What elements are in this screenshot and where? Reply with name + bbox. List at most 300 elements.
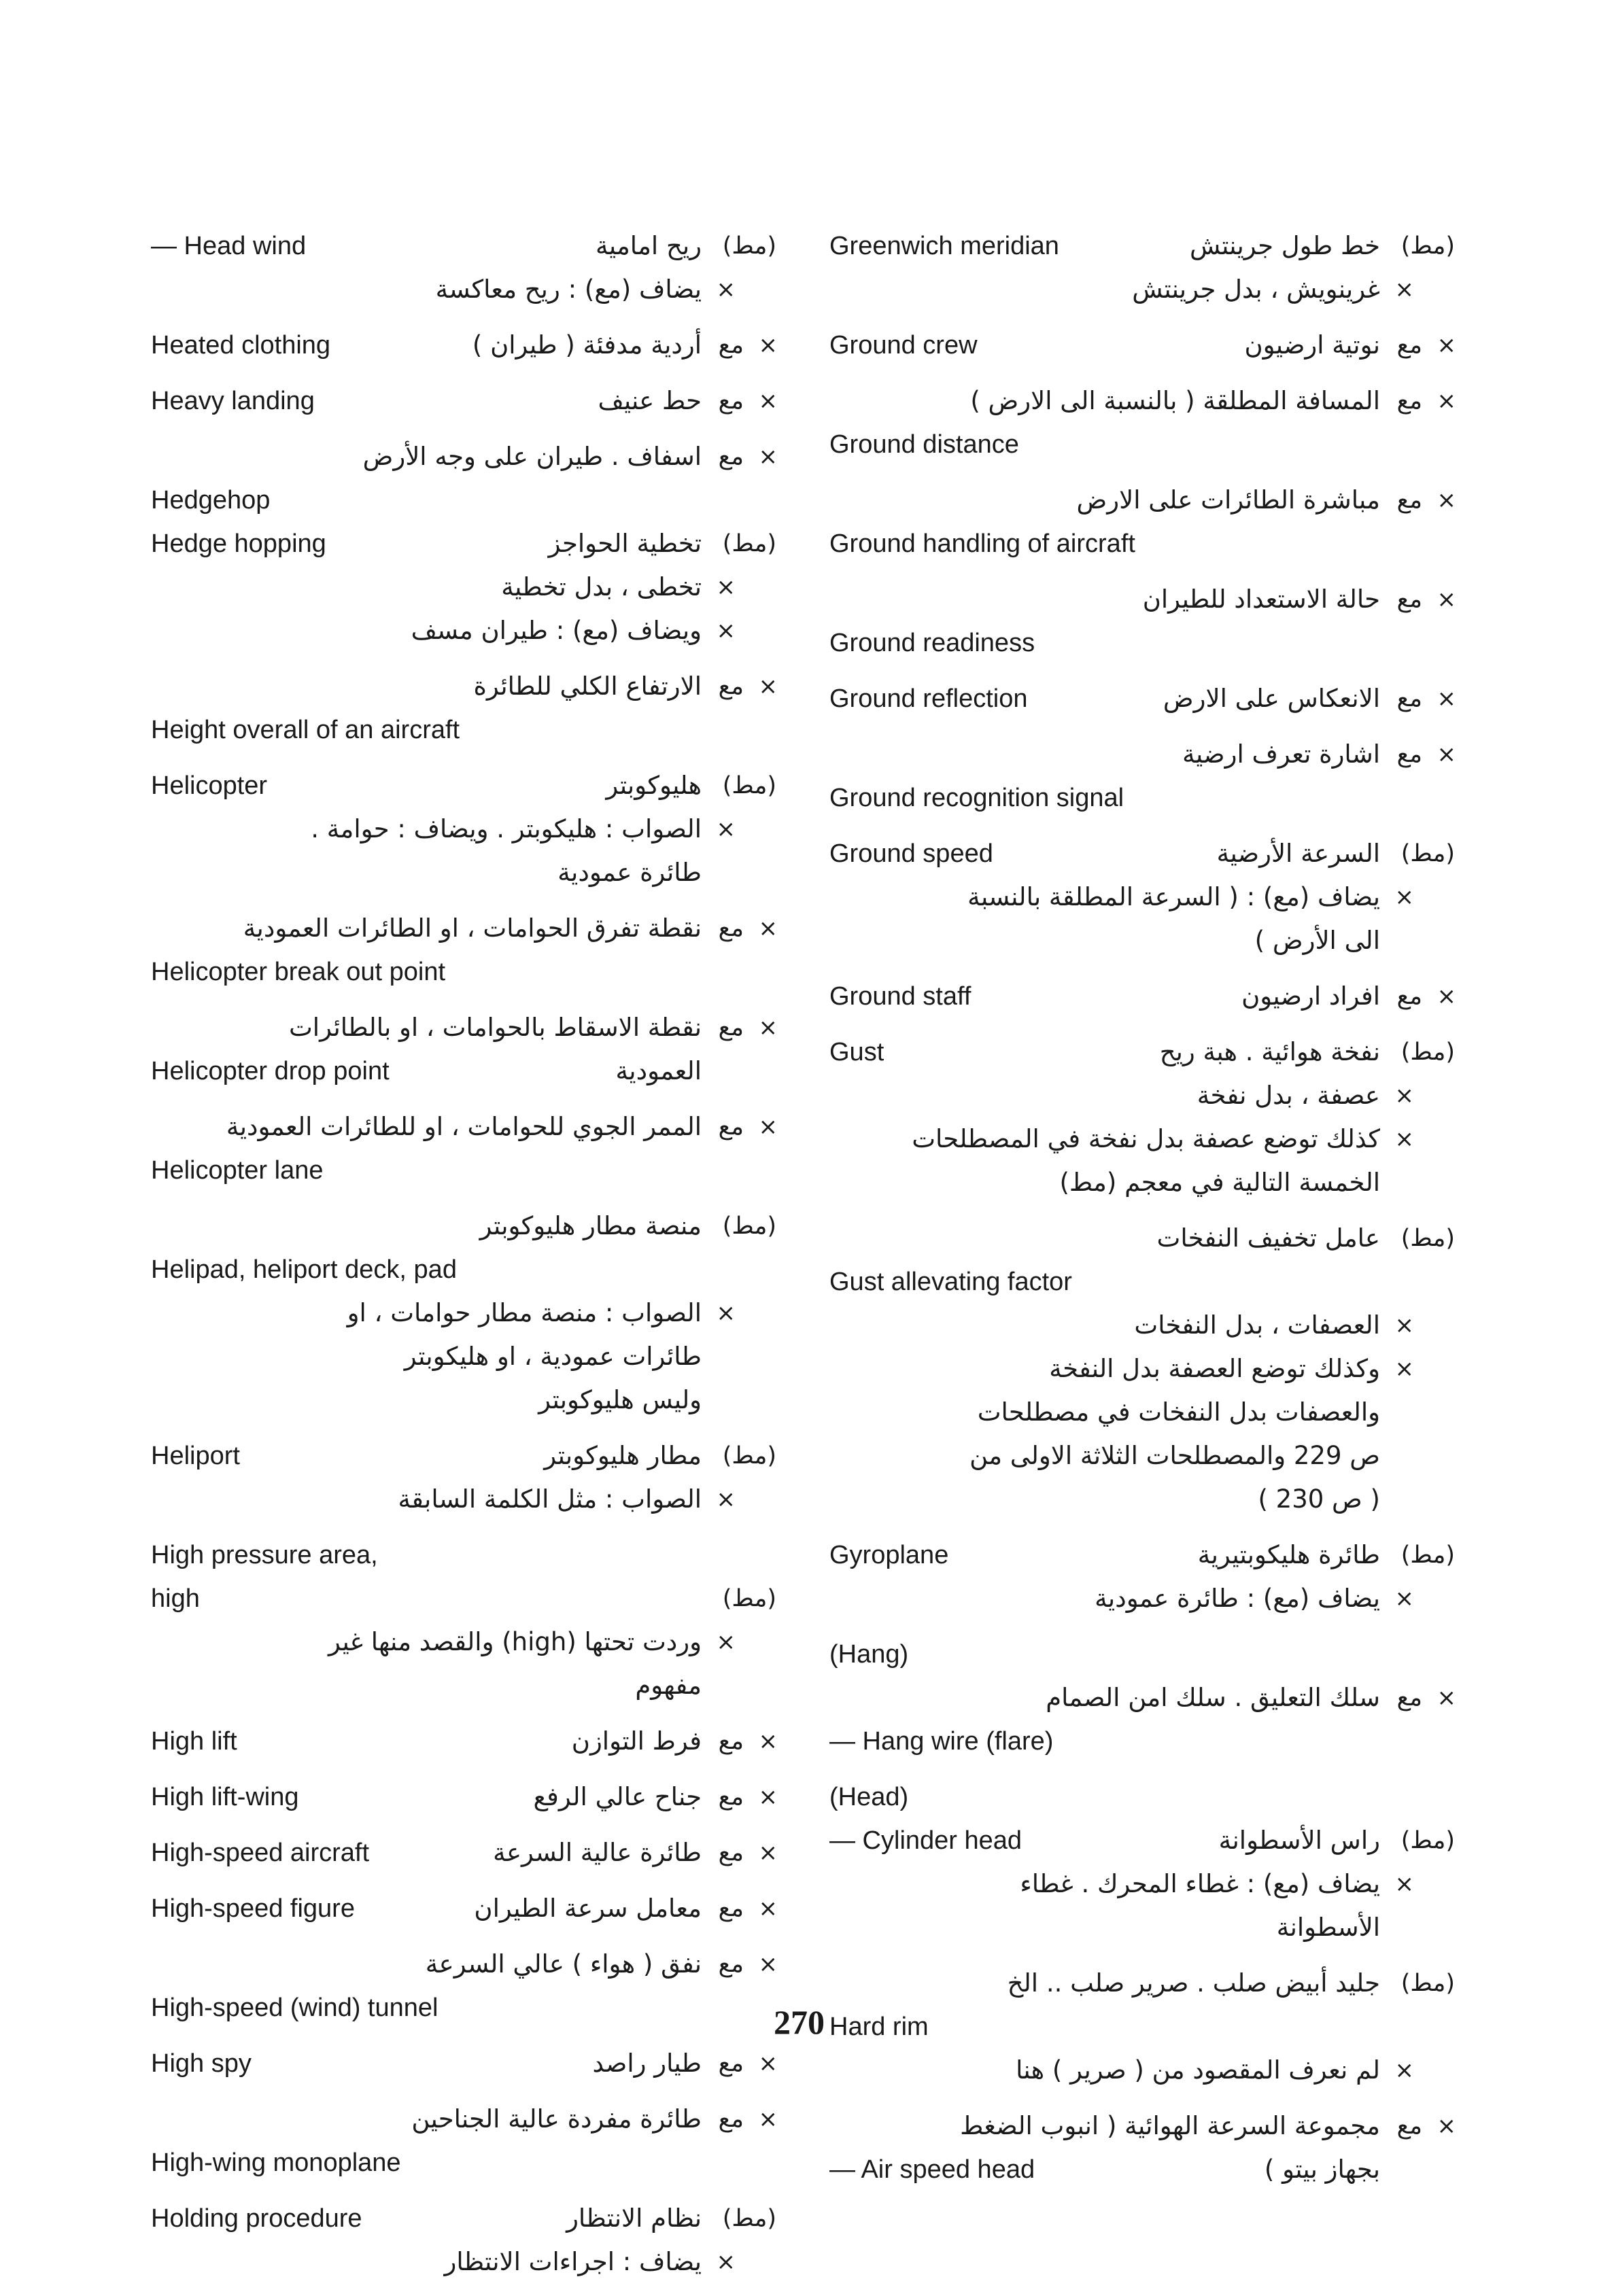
arabic-term: مفهوم xyxy=(635,1671,702,1700)
arabic-term: بجهاز بيتو ) xyxy=(1264,2155,1380,2184)
source-tag: مع xyxy=(718,1113,744,1141)
glossary-entry xyxy=(151,1943,776,2030)
glossary-entry xyxy=(151,435,776,653)
correction-mark-icon: × xyxy=(1394,884,1414,911)
entry-line xyxy=(151,379,776,423)
glossary-entry xyxy=(151,224,776,311)
entry-line xyxy=(151,1831,776,1875)
entry-line xyxy=(829,1260,1455,1304)
entry-line xyxy=(829,1347,1455,1391)
correction-mark-icon: × xyxy=(1394,1312,1414,1339)
entry-line xyxy=(829,224,1455,268)
entry-line xyxy=(151,1105,776,1149)
correction-mark-icon: × xyxy=(758,915,778,942)
source-tag: مع xyxy=(1396,685,1422,712)
entry-line xyxy=(151,2141,776,2185)
entry-line xyxy=(151,665,776,708)
glossary-entry xyxy=(829,479,1455,566)
entry-line xyxy=(829,1676,1455,1720)
arabic-term: هليوكوبتر xyxy=(606,771,702,800)
source-tag: (مط) xyxy=(722,2205,776,2232)
entry-line xyxy=(151,708,776,752)
glossary-entry xyxy=(151,379,776,423)
arabic-term: عامل تخفيف النفخات xyxy=(1156,1223,1380,1253)
correction-mark-icon: × xyxy=(758,1839,778,1866)
entry-line xyxy=(151,1533,776,1577)
arabic-term: نظام الانتظار xyxy=(566,2204,702,2233)
entry-line xyxy=(829,1533,1455,1577)
source-tag: مع xyxy=(1396,332,1422,359)
source-tag: (مط) xyxy=(722,1585,776,1612)
correction-mark-icon: × xyxy=(716,1300,736,1327)
glossary-entry xyxy=(829,379,1455,466)
entry-line xyxy=(151,1149,776,1192)
arabic-term: أردية مدفئة ( طيران ) xyxy=(472,330,702,360)
correction-mark-icon: × xyxy=(716,1629,736,1656)
entry-line xyxy=(829,2005,1455,2049)
source-tag: (مط) xyxy=(722,232,776,260)
english-term: — Head wind xyxy=(151,232,307,260)
source-tag: (مط) xyxy=(1400,232,1455,260)
english-term: Ground readiness xyxy=(829,629,1035,657)
source-tag: مع xyxy=(1396,2112,1422,2140)
english-term: Height overall of an aircraft xyxy=(151,716,460,744)
arabic-term: يضاف (مع) : ( السرعة المطلقة بالنسبة xyxy=(967,882,1380,911)
source-tag: مع xyxy=(718,2106,744,2133)
correction-mark-icon: × xyxy=(1394,276,1414,303)
entry-line xyxy=(829,423,1455,466)
source-tag: مع xyxy=(718,443,744,470)
correction-mark-icon: × xyxy=(758,1113,778,1141)
glossary-entry xyxy=(829,677,1455,720)
entry-line xyxy=(829,268,1455,311)
arabic-term: المسافة المطلقة ( بالنسبة الى الارض ) xyxy=(970,386,1380,415)
entry-line xyxy=(151,1478,776,1521)
arabic-term: حالة الاستعداد للطيران xyxy=(1142,585,1380,614)
source-tag: مع xyxy=(718,915,744,942)
glossary-entry xyxy=(829,2104,1455,2191)
source-tag: مع xyxy=(718,1728,744,1755)
arabic-term: والعصفات بدل النفخات في مصطلحات xyxy=(977,1397,1380,1427)
arabic-term: طائرة مفردة عالية الجناحين xyxy=(411,2104,702,2134)
source-tag: مع xyxy=(718,1839,744,1866)
entry-line xyxy=(829,1117,1455,1161)
arabic-term: الى الأرض ) xyxy=(1254,926,1380,955)
correction-mark-icon: × xyxy=(1394,1082,1414,1109)
english-term: Helicopter break out point xyxy=(151,958,446,986)
english-term: High-wing monoplane xyxy=(151,2149,401,2177)
arabic-term: اسفاف . طيران على وجه الأرض xyxy=(362,442,702,471)
glossary-entry xyxy=(151,1434,776,1521)
english-term: Gyroplane xyxy=(829,1541,949,1569)
entry-line xyxy=(151,1986,776,2030)
source-tag: مع xyxy=(1396,1684,1422,1711)
english-term: Hedge hopping xyxy=(151,529,326,558)
entry-line xyxy=(151,764,776,807)
arabic-term: الانعكاس على الارض xyxy=(1163,684,1380,713)
entry-line xyxy=(151,566,776,609)
entry-line xyxy=(829,919,1455,962)
left-column xyxy=(151,224,776,2296)
entry-line xyxy=(829,1775,1455,1819)
glossary-entry xyxy=(829,1030,1455,1204)
source-tag: مع xyxy=(718,673,744,700)
source-tag: (مط) xyxy=(1400,840,1455,867)
arabic-term: لم نعرف المقصود من ( صرير ) هنا xyxy=(1016,2055,1380,2085)
english-term: High lift xyxy=(151,1727,237,1756)
entry-line xyxy=(151,268,776,311)
correction-mark-icon: × xyxy=(1437,387,1456,415)
entry-line xyxy=(829,1434,1455,1478)
glossary-entry xyxy=(829,1217,1455,1521)
arabic-term: تخطى ، بدل تخطية xyxy=(501,572,702,602)
entry-line xyxy=(151,2042,776,2085)
entry-line xyxy=(151,1335,776,1378)
arabic-term: وردت تحتها (high) والقصد منها غير xyxy=(328,1627,702,1656)
arabic-term: الصواب : مثل الكلمة السابقة xyxy=(398,1484,702,1514)
source-tag: مع xyxy=(1396,586,1422,613)
arabic-term: نفخة هوائية . هبة ريح xyxy=(1159,1037,1380,1066)
arabic-term: الصواب : هليكوبتر . ويضاف : حوامة . xyxy=(311,814,702,843)
arabic-term: يضاف : اجراءات الانتظار xyxy=(444,2247,702,2276)
english-term: Heated clothing xyxy=(151,331,331,360)
arabic-term: ويضاف (مع) : طيران مسف xyxy=(411,616,702,645)
arabic-term: العصفات ، بدل النفخات xyxy=(1134,1310,1380,1340)
arabic-term: سلك التعليق . سلك امن الصمام xyxy=(1046,1683,1380,1712)
entry-line xyxy=(151,2098,776,2141)
arabic-term: حط عنيف xyxy=(598,386,702,415)
correction-mark-icon: × xyxy=(1437,332,1456,359)
english-term: Gust allevating factor xyxy=(829,1268,1072,1296)
english-term: High lift-wing xyxy=(151,1783,299,1811)
english-term: Gust xyxy=(829,1038,884,1066)
english-term: High spy xyxy=(151,2049,252,2078)
source-tag: (مط) xyxy=(1400,1970,1455,1997)
entry-line xyxy=(151,1577,776,1620)
correction-mark-icon: × xyxy=(716,617,736,644)
english-term: Heavy landing xyxy=(151,387,315,415)
entry-line xyxy=(151,522,776,566)
arabic-term: خط طول جرينتش xyxy=(1189,231,1380,260)
arabic-term: الخمسة التالية في معجم (مط) xyxy=(1059,1168,1380,1197)
entry-line xyxy=(829,1819,1455,1862)
english-term: — Hang wire (flare) xyxy=(829,1727,1054,1756)
source-tag: مع xyxy=(1396,983,1422,1010)
english-term: Ground speed xyxy=(829,839,993,868)
entry-line xyxy=(151,1434,776,1478)
arabic-term: السرعة الأرضية xyxy=(1216,839,1380,868)
entry-line xyxy=(151,807,776,851)
entry-line xyxy=(829,875,1455,919)
arabic-term: وكذلك توضع العصفة بدل النفخة xyxy=(1049,1354,1380,1383)
entry-line xyxy=(151,1620,776,1664)
glossary-entry xyxy=(829,1633,1455,1763)
entry-line xyxy=(829,2049,1455,2092)
glossary-entry xyxy=(829,224,1455,311)
entry-line xyxy=(151,907,776,950)
source-tag: (مط) xyxy=(1400,1225,1455,1252)
arabic-term: نفق ( هواء ) عالي السرعة xyxy=(425,1949,702,1979)
correction-mark-icon: × xyxy=(758,1951,778,1978)
glossary-entry xyxy=(151,1831,776,1875)
glossary-entry xyxy=(151,764,776,894)
glossary-entry xyxy=(829,1962,1455,2092)
arabic-term: جناح عالي الرفع xyxy=(533,1782,702,1811)
correction-mark-icon: × xyxy=(758,332,778,359)
source-tag: (مط) xyxy=(722,530,776,557)
entry-line xyxy=(151,851,776,894)
source-tag: مع xyxy=(718,332,744,359)
entry-line xyxy=(829,677,1455,720)
arabic-term: الصواب : منصة مطار حوامات ، او xyxy=(347,1298,702,1327)
english-term: Ground distance xyxy=(829,430,1019,459)
entry-line xyxy=(151,1943,776,1986)
entry-line xyxy=(829,832,1455,875)
arabic-term: العمودية xyxy=(615,1056,702,1085)
english-term: Greenwich meridian xyxy=(829,232,1059,260)
glossary-entry xyxy=(151,1204,776,1422)
source-tag: مع xyxy=(1396,487,1422,514)
arabic-term: طيار راصد xyxy=(592,2049,702,2078)
english-term: (Head) xyxy=(829,1783,909,1811)
arabic-term: يضاف (مع) : ريح معاكسة xyxy=(435,275,702,304)
arabic-term: غرينويش ، بدل جرينتش xyxy=(1132,275,1380,304)
english-term: High-speed (wind) tunnel xyxy=(151,1994,439,2022)
glossary-entry xyxy=(151,1887,776,1930)
arabic-term: ( ص 230 ) xyxy=(1258,1484,1380,1514)
glossary-entry xyxy=(151,1105,776,1192)
entry-line xyxy=(151,950,776,994)
entry-line xyxy=(151,1378,776,1422)
correction-mark-icon: × xyxy=(1394,1871,1414,1898)
glossary-entry xyxy=(829,324,1455,367)
entry-line xyxy=(829,1577,1455,1620)
glossary-entry xyxy=(151,1533,776,1707)
correction-mark-icon: × xyxy=(1437,2112,1456,2140)
arabic-term: منصة مطار هليوكوبتر xyxy=(479,1211,702,1240)
entry-line xyxy=(829,324,1455,367)
glossary-entry xyxy=(829,1533,1455,1620)
arabic-term: نوتية ارضيون xyxy=(1244,330,1380,360)
glossary-entry xyxy=(151,665,776,752)
english-term: Hard rim xyxy=(829,2013,929,2041)
arabic-term: مجموعة السرعة الهوائية ( انبوب الضغط xyxy=(960,2111,1380,2140)
arabic-term: مباشرة الطائرات على الارض xyxy=(1076,485,1380,515)
entry-line xyxy=(829,522,1455,566)
glossary-entry xyxy=(829,832,1455,962)
correction-mark-icon: × xyxy=(758,387,778,415)
entry-line xyxy=(829,975,1455,1018)
correction-mark-icon: × xyxy=(1394,1126,1414,1153)
entry-line xyxy=(151,1049,776,1093)
arabic-term: الممر الجوي للحوامات ، او للطائرات العمودية xyxy=(226,1112,702,1141)
entry-line xyxy=(151,2197,776,2240)
english-term: (Hang) xyxy=(829,1640,909,1669)
entry-line xyxy=(829,733,1455,776)
correction-mark-icon: × xyxy=(716,1486,736,1513)
entry-line xyxy=(151,324,776,367)
source-tag: مع xyxy=(718,2050,744,2077)
entry-line xyxy=(829,1074,1455,1117)
source-tag: (مط) xyxy=(1400,1542,1455,1569)
glossary-entry xyxy=(151,1775,776,1819)
entry-line xyxy=(829,1030,1455,1074)
source-tag: مع xyxy=(718,1014,744,1041)
correction-mark-icon: × xyxy=(1437,586,1456,613)
arabic-term: طائرة هليكوبتيرية xyxy=(1197,1540,1380,1569)
correction-mark-icon: × xyxy=(758,1895,778,1922)
glossary-entry xyxy=(151,907,776,994)
entry-line xyxy=(829,1391,1455,1434)
entry-line xyxy=(151,1887,776,1930)
entry-line xyxy=(151,609,776,653)
entry-line xyxy=(829,1906,1455,1949)
correction-mark-icon: × xyxy=(1394,1585,1414,1612)
entry-line xyxy=(829,578,1455,621)
arabic-term: فرط التوازن xyxy=(571,1726,702,1756)
entry-line xyxy=(829,379,1455,423)
entry-line xyxy=(829,1217,1455,1260)
english-term: high xyxy=(151,1584,200,1613)
correction-mark-icon: × xyxy=(758,443,778,470)
english-term: Ground recognition signal xyxy=(829,784,1124,812)
entry-line xyxy=(151,1775,776,1819)
right-column xyxy=(829,224,1455,2204)
entry-line xyxy=(151,479,776,522)
entry-line xyxy=(151,1248,776,1291)
arabic-term: طائرة عالية السرعة xyxy=(493,1838,702,1867)
glossary-entry xyxy=(151,2042,776,2085)
english-term: High-speed figure xyxy=(151,1894,355,1923)
english-term: Ground handling of aircraft xyxy=(829,529,1135,558)
entry-line xyxy=(829,1478,1455,1521)
correction-mark-icon: × xyxy=(716,574,736,601)
entry-line xyxy=(829,621,1455,665)
english-term: Ground reflection xyxy=(829,684,1028,713)
glossary-entry xyxy=(829,975,1455,1018)
english-term: — Air speed head xyxy=(829,2155,1035,2184)
source-tag: (مط) xyxy=(722,1442,776,1469)
arabic-term: تخطية الحواجز xyxy=(548,529,702,558)
source-tag: مع xyxy=(718,387,744,415)
english-term: — Cylinder head xyxy=(829,1826,1022,1855)
arabic-term: ص 229 والمصطلحات الثلاثة الاولى من xyxy=(969,1441,1380,1470)
source-tag: مع xyxy=(1396,387,1422,415)
source-tag: مع xyxy=(718,1895,744,1922)
english-term: Helicopter drop point xyxy=(151,1057,390,1085)
source-tag: مع xyxy=(718,1951,744,1978)
arabic-term: الأسطوانة xyxy=(1276,1913,1380,1942)
glossary-entry xyxy=(829,733,1455,820)
arabic-term: الارتفاع الكلي للطائرة xyxy=(473,672,702,701)
correction-mark-icon: × xyxy=(1437,685,1456,712)
arabic-term: يضاف (مع) : طائرة عمودية xyxy=(1095,1584,1380,1613)
entry-line xyxy=(829,479,1455,522)
arabic-term: معامل سرعة الطيران xyxy=(474,1894,702,1923)
source-tag: مع xyxy=(718,1784,744,1811)
english-term: Helipad, heliport deck, pad xyxy=(151,1255,457,1284)
entry-line xyxy=(829,2148,1455,2191)
arabic-term: ريح امامية xyxy=(595,231,702,260)
entry-line xyxy=(829,1161,1455,1204)
entry-line xyxy=(151,2240,776,2284)
source-tag: (مط) xyxy=(1400,1827,1455,1854)
arabic-term: مطار هليوكوبتر xyxy=(544,1441,702,1470)
arabic-term: نقطة تفرق الحوامات ، او الطائرات العمودية xyxy=(243,914,702,943)
correction-mark-icon: × xyxy=(1394,1355,1414,1382)
correction-mark-icon: × xyxy=(1437,983,1456,1010)
correction-mark-icon: × xyxy=(716,2248,736,2276)
entry-line xyxy=(829,1720,1455,1763)
english-term: Ground staff xyxy=(829,982,972,1011)
correction-mark-icon: × xyxy=(758,673,778,700)
arabic-term: كذلك توضع عصفة بدل نفخة في المصطلحات xyxy=(912,1124,1380,1153)
correction-mark-icon: × xyxy=(716,276,736,303)
english-term: Heliport xyxy=(151,1442,240,1470)
english-term: Helicopter lane xyxy=(151,1156,324,1185)
correction-mark-icon: × xyxy=(758,1728,778,1755)
arabic-term: راس الأسطوانة xyxy=(1218,1826,1380,1855)
glossary-entry xyxy=(829,1775,1455,1949)
english-term: Ground crew xyxy=(829,331,978,360)
arabic-term: يضاف (مع) : غطاء المحرك . غطاء xyxy=(1020,1869,1380,1898)
correction-mark-icon: × xyxy=(758,2106,778,2133)
correction-mark-icon: × xyxy=(716,816,736,843)
arabic-term: جليد أبيض صلب . صرير صلب .. الخ xyxy=(1007,1968,1380,1998)
page-number: 270 xyxy=(774,2003,825,2041)
entry-line xyxy=(829,776,1455,820)
entry-line xyxy=(829,1862,1455,1906)
glossary-entry xyxy=(151,1720,776,1763)
source-tag: مع xyxy=(1396,741,1422,768)
entry-line xyxy=(151,1664,776,1707)
entry-line xyxy=(829,1633,1455,1676)
arabic-term: اشارة تعرف ارضية xyxy=(1182,740,1380,769)
source-tag: (مط) xyxy=(1400,1039,1455,1066)
entry-line xyxy=(829,1962,1455,2005)
english-term: Helicopter xyxy=(151,771,268,800)
correction-mark-icon: × xyxy=(1394,2057,1414,2084)
correction-mark-icon: × xyxy=(758,1784,778,1811)
english-term: High-speed aircraft xyxy=(151,1839,370,1867)
english-term: High pressure area, xyxy=(151,1541,378,1569)
glossary-entry xyxy=(151,2098,776,2185)
arabic-term: نقطة الاسقاط بالحوامات ، او بالطائرات xyxy=(288,1013,702,1042)
entry-line xyxy=(151,1291,776,1335)
correction-mark-icon: × xyxy=(758,2050,778,2077)
arabic-term: طائرة عمودية xyxy=(557,858,702,887)
entry-line xyxy=(151,1720,776,1763)
english-term: Holding procedure xyxy=(151,2204,362,2233)
correction-mark-icon: × xyxy=(758,1014,778,1041)
entry-line xyxy=(151,224,776,268)
entry-line xyxy=(151,435,776,479)
source-tag: (مط) xyxy=(722,772,776,799)
arabic-term: وليس هليوكوبتر xyxy=(538,1385,702,1414)
glossary-entry xyxy=(151,324,776,367)
correction-mark-icon: × xyxy=(1437,741,1456,768)
source-tag: (مط) xyxy=(722,1213,776,1240)
entry-line xyxy=(151,1204,776,1248)
correction-mark-icon: × xyxy=(1437,1684,1456,1711)
correction-mark-icon: × xyxy=(1437,487,1456,514)
entry-line xyxy=(829,1304,1455,1347)
entry-line xyxy=(151,1006,776,1049)
entry-line xyxy=(829,2104,1455,2148)
glossary-entry xyxy=(151,1006,776,1093)
arabic-term: افراد ارضيون xyxy=(1241,981,1380,1011)
glossary-entry xyxy=(829,578,1455,665)
